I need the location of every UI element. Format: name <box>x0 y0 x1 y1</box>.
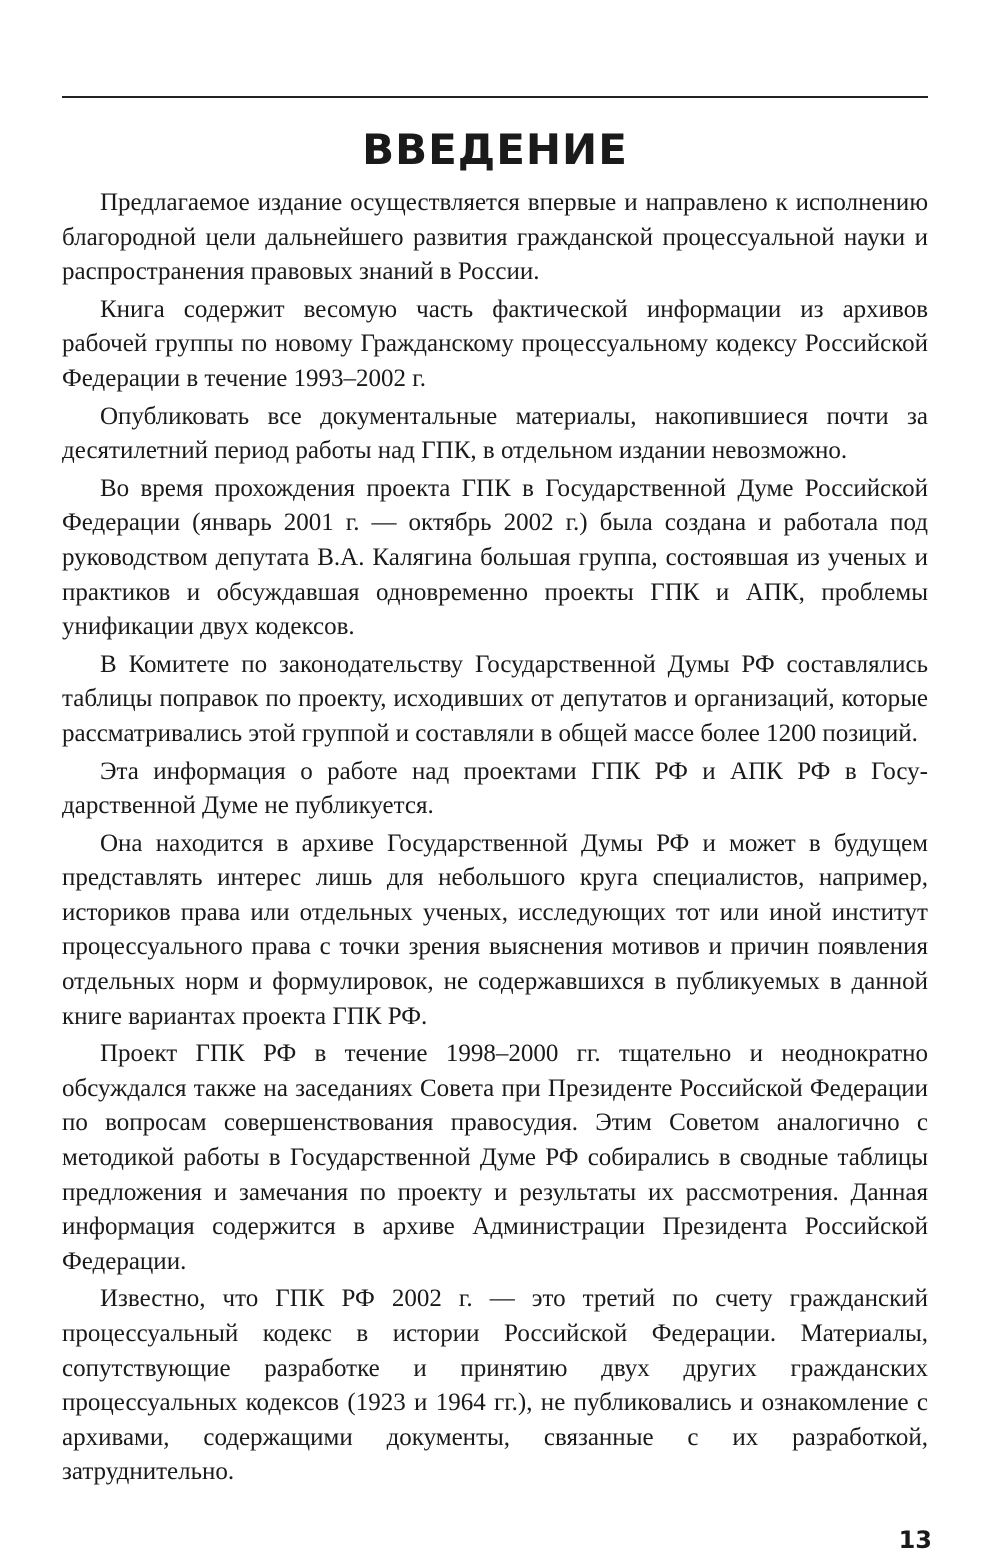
paragraph-7: Она находится в архиве Государственной Думы РФ и может в будущем представлять интерес лишь для небольшого круга специалистов, например, историков права или отдельных ученых, исследующих тот или иной институт процессуального права с точки зрения выяснения мотивов и причин появления отдельных норм и формулировок, не содержавшихся в публикуемых в данной книге вариантах проекта ГПК РФ. <box>62 829 928 1030</box>
chapter-title: ВВЕДЕНИЕ <box>362 125 628 174</box>
body-text <box>62 186 928 1493</box>
paragraph-1: Предлагаемое издание осуществляется впервые и направлено к исполнению благородной цели дальнейшего развития гражданской процессуальной науки и распространения правовых знаний в России. <box>62 189 928 286</box>
paragraph-5: В Комитете по законодательству Государственной Думы РФ составлялись таблицы поправок по проекту, исходивших от депутатов и организаций, которые рассматривались этой группой и составляли в общей массе более 1200 позиций. <box>62 650 928 747</box>
paragraph-6: Эта информация о работе над проектами ГПК РФ и АПК РФ в Государственной Думе не публикуется. <box>62 757 928 820</box>
paragraph-4: Во время прохождения проекта ГПК в Государственной Думе Российской Федерации (январь 2001 г. — октябрь 2002 г.) была создана и работала под руководством депутата В.А. Калягина большая группа, состоявшая из ученых и практиков и обсуждавшая одновременно проекты ГПК и АПК, проблемы унификации двух кодексов. <box>62 474 928 641</box>
paragraph-9: Известно, что ГПК РФ 2002 г. — это третий по счету гражданский процессуальный кодекс в истории Российской Федерации. Материалы, сопутствующие разработке и принятию двух других гражданских процессуальных кодексов (1923 и 1964 гг.), не публиковались и ознакомление с архивами, содержащими документы, связанные с их разработкой, затруднительно. <box>62 1285 928 1486</box>
paragraph-8: Проект ГПК РФ в течение 1998–2000 гг. тщательно и неоднократно обсуждался также на заседаниях Совета при Президенте Российской Федерации по вопросам совершенствования правосудия. Этим Советом аналогично с методикой работы в Государственной Думе РФ собирались в сводные таблицы предложения и замечания по проекту и результаты их рассмотрения. Данная информация содержится в архиве Администрации Президента Российской Федерации. <box>62 1040 928 1275</box>
top-rule <box>62 96 928 98</box>
paragraph-2: Книга содержит весомую часть фактической информации из архивов рабочей группы по новому Гражданскому процессуальному кодексу Российской Федерации в течение 1993–2002 г. <box>62 295 928 392</box>
paragraph-3: Опубликовать все документальные материалы, накопившиеся почти за десятилетний период работы над ГПК, в отдельном издании невозможно. <box>62 402 928 465</box>
page-number: 13 <box>898 1526 932 1554</box>
